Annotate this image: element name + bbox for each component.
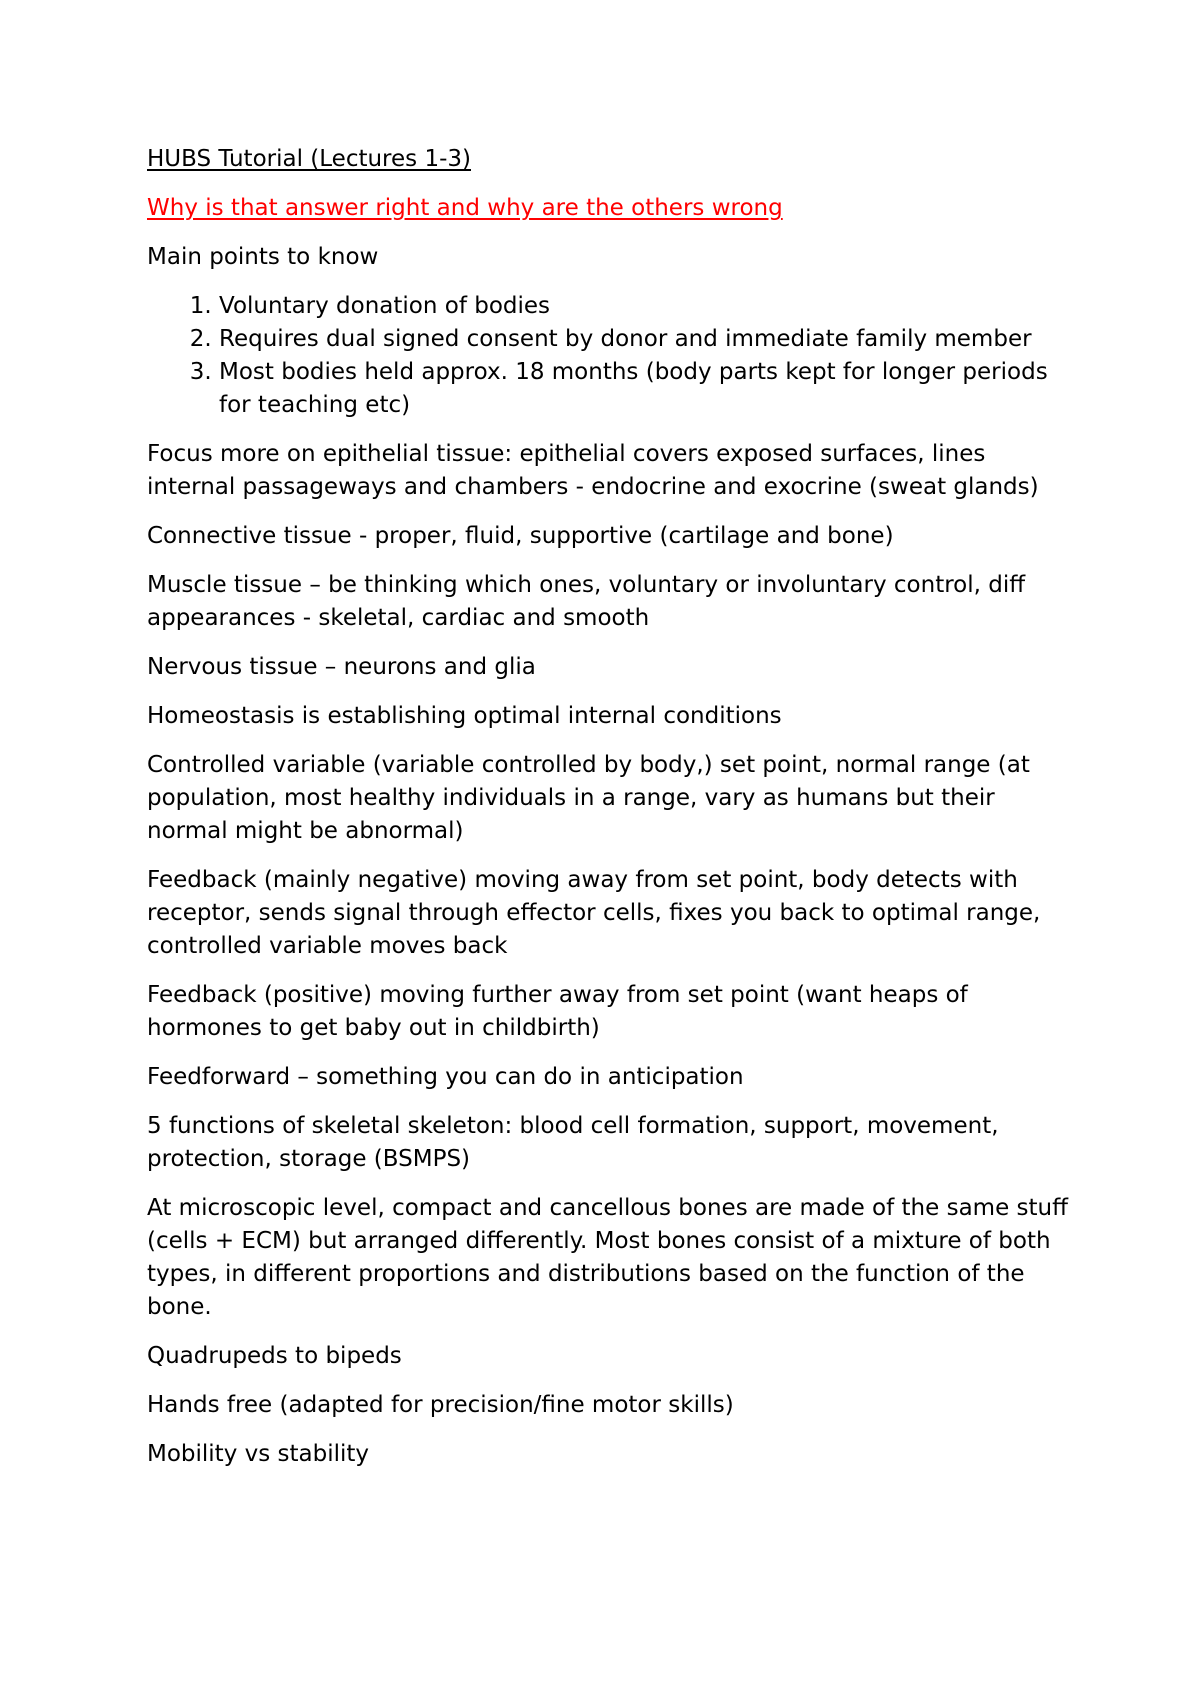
main-point-item: 3. Most bodies held approx. 18 months (body parts kept for longer periods for teaching etc) xyxy=(219,356,1077,422)
paragraph-hands-free: Hands free (adapted for precision/fine motor skills) xyxy=(147,1392,734,1418)
document-page xyxy=(147,143,1077,1487)
paragraph-controlled-variable: Controlled variable (variable controlled by body,) set point, normal range (at population, most healthy individuals in a range, vary as humans but their normal might be abnormal) xyxy=(147,752,1030,844)
main-points-heading: Main points to know xyxy=(147,244,379,270)
paragraph-epithelial-tissue: Focus more on epithelial tissue: epithelial covers exposed surfaces, lines internal passageways and chambers - endocrine and exocrine (sweat glands) xyxy=(147,441,1039,500)
paragraph-bone-microscopic: At microscopic level, compact and cancellous bones are made of the same stuff (cells + ECM) but arranged differently. Most bones consist of a mixture of both types, in different proportions and distributions based on the function of the bone. xyxy=(147,1195,1068,1320)
document-title: HUBS Tutorial (Lectures 1-3) xyxy=(147,146,471,172)
main-point-item: 2. Requires dual signed consent by donor and immediate family member xyxy=(219,323,1077,356)
paragraph-feedforward: Feedforward – something you can do in anticipation xyxy=(147,1064,744,1090)
paragraph-nervous-tissue: Nervous tissue – neurons and glia xyxy=(147,654,536,680)
paragraph-mobility-stability: Mobility vs stability xyxy=(147,1441,370,1467)
paragraph-muscle-tissue: Muscle tissue – be thinking which ones, voluntary or involuntary control, diff appearances - skeletal, cardiac and smooth xyxy=(147,572,1026,631)
paragraph-positive-feedback: Feedback (positive) moving further away from set point (want heaps of hormones to get baby out in childbirth) xyxy=(147,982,968,1041)
main-points-list xyxy=(147,290,1077,422)
paragraph-quadrupeds: Quadrupeds to bipeds xyxy=(147,1343,402,1369)
paragraph-homeostasis: Homeostasis is establishing optimal internal conditions xyxy=(147,703,782,729)
main-point-item: 1. Voluntary donation of bodies xyxy=(219,290,1077,323)
paragraph-negative-feedback: Feedback (mainly negative) moving away from set point, body detects with receptor, sends signal through effector cells, fixes you back to optimal range, controlled variable moves back xyxy=(147,867,1041,959)
document-subtitle: Why is that answer right and why are the others wrong xyxy=(147,195,783,221)
paragraph-skeleton-functions: 5 functions of skeletal skeleton: blood cell formation, support, movement, protection, storage (BSMPS) xyxy=(147,1113,999,1172)
paragraph-connective-tissue: Connective tissue - proper, fluid, supportive (cartilage and bone) xyxy=(147,523,894,549)
